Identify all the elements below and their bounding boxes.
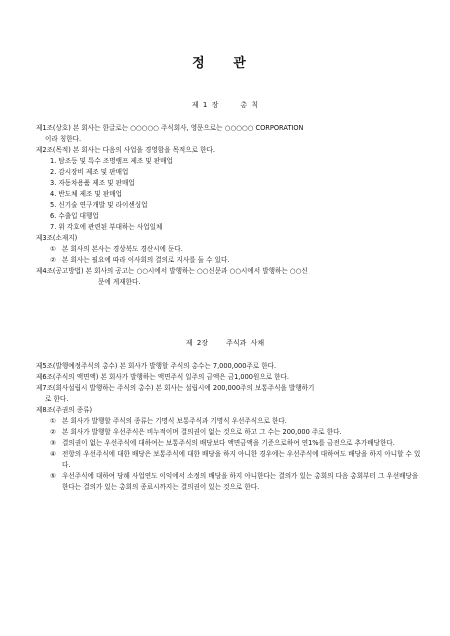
article-1: 제1조(상호) 본 회사는 한글로는 ○○○○○ 주식회사, 영문으로는 ○○○○○ CORPORATION xyxy=(36,124,304,132)
chapter-name: 주식과 사채 xyxy=(226,339,265,347)
paragraph-mark: ④ xyxy=(50,450,56,458)
paragraph-text: 우선주식에 대하여 당해 사업연도 이익에서 소정의 배당을 하지 아니한다는 결의가 있는 총회의 다음 총회부터 그 우선배당을 한다는 결의가 있는 총회의 종료시까지는 결의권이 있는 것으로 한다. xyxy=(62,472,419,491)
article-4-continuation: 문에 게재한다. xyxy=(98,278,141,286)
chapter-number: 제 2장 xyxy=(185,339,209,347)
article-3: 제3조(소재지) xyxy=(36,234,78,242)
paragraph xyxy=(36,244,421,255)
article-4: 제4조(공고방법) 본 회사의 공고는 ○○시에서 발행하는 ○○신문과 ○○시에서 발행하는 ○○신 xyxy=(36,267,308,275)
paragraph xyxy=(36,427,421,438)
article-1-continuation: 이라 칭한다. xyxy=(45,135,82,143)
chapter-2-body xyxy=(36,361,421,493)
document-title: 정 관 xyxy=(192,56,258,71)
paragraph xyxy=(36,471,421,493)
purpose-item: 7. 위 각호에 관련된 부대하는 사업일체 xyxy=(50,223,163,231)
paragraph-text: 본 회사가 발행할 우선주식은 비누적이며 결의권이 없는 것으로 하고 그 수는 200,000 주로 한다. xyxy=(62,428,342,436)
chapter-name: 총 칙 xyxy=(240,101,259,109)
purpose-item: 3. 자동차용품 제조 및 판매업 xyxy=(50,179,135,187)
purpose-item: 5. 신기술 연구개발 및 라이센싱업 xyxy=(50,201,148,209)
purpose-item: 1. 탐조등 및 특수 조명램프 제조 및 판매업 xyxy=(50,157,173,165)
paragraph-mark: ③ xyxy=(50,439,56,447)
chapter-heading xyxy=(0,100,450,110)
paragraph-text: 본 회사가 발행할 주식의 종류는 기명식 보통주식과 기명식 우선주식으로 한다. xyxy=(62,417,287,425)
chapter-number: 제 1 장 xyxy=(191,101,219,109)
purpose-item: 2. 감시장비 제조 및 판매업 xyxy=(50,168,129,176)
paragraph-text: 본 회사의 본사는 경상북도 경산시에 둔다. xyxy=(62,245,183,253)
paragraph xyxy=(36,255,421,266)
paragraph xyxy=(36,416,421,427)
paragraph-mark: ② xyxy=(50,428,56,436)
paragraph-mark: ① xyxy=(50,417,56,425)
paragraph-text: 결의권이 없는 우선주식에 대하여는 보통주식의 배당보다 액면금액을 기준으로하여 연1%를 금전으로 추가배당한다. xyxy=(62,439,395,447)
article-8: 제8조(주권의 종류) xyxy=(36,406,93,414)
article-2: 제2조(목적) 본 회사는 다음의 사업을 경영함을 목적으로 한다. xyxy=(36,146,215,154)
purpose-item: 6. 수출입 대행업 xyxy=(50,212,99,220)
chapter-heading xyxy=(0,338,450,348)
paragraph-mark: ② xyxy=(50,256,56,264)
paragraph-text: 전항의 우선주식에 대한 배당은 보통주식에 대한 배당을 하지 아니한 경우에는 우선주식에 대하여도 배당을 하지 아니할 수 있다. xyxy=(62,450,421,469)
article-6: 제6조(주식의 액면액) 본 회사가 발행하는 액면주식 일주의 금액은 금1,000원으로 한다. xyxy=(36,373,290,381)
chapter-1-body xyxy=(36,123,421,288)
article-7-continuation: 로 한다. xyxy=(45,395,69,403)
paragraph-mark: ⑤ xyxy=(50,472,56,480)
paragraph-text: 본 회사는 필요에 따라 이사회의 결의로 지사를 둘 수 있다. xyxy=(62,256,230,264)
article-5: 제5조(발행예정주식의 총수) 본 회사가 발행할 주식의 총수는 7,000,000주로 한다. xyxy=(36,362,277,370)
purpose-item: 4. 반도체 제조 및 판매업 xyxy=(50,190,123,198)
paragraph xyxy=(36,438,421,449)
article-7: 제7조(회사설립시 발행하는 주식의 총수) 본 회사는 설립시에 200,000주의 보통주식을 발행하기 xyxy=(36,384,315,392)
paragraph-mark: ① xyxy=(50,245,56,253)
paragraph xyxy=(36,449,421,471)
